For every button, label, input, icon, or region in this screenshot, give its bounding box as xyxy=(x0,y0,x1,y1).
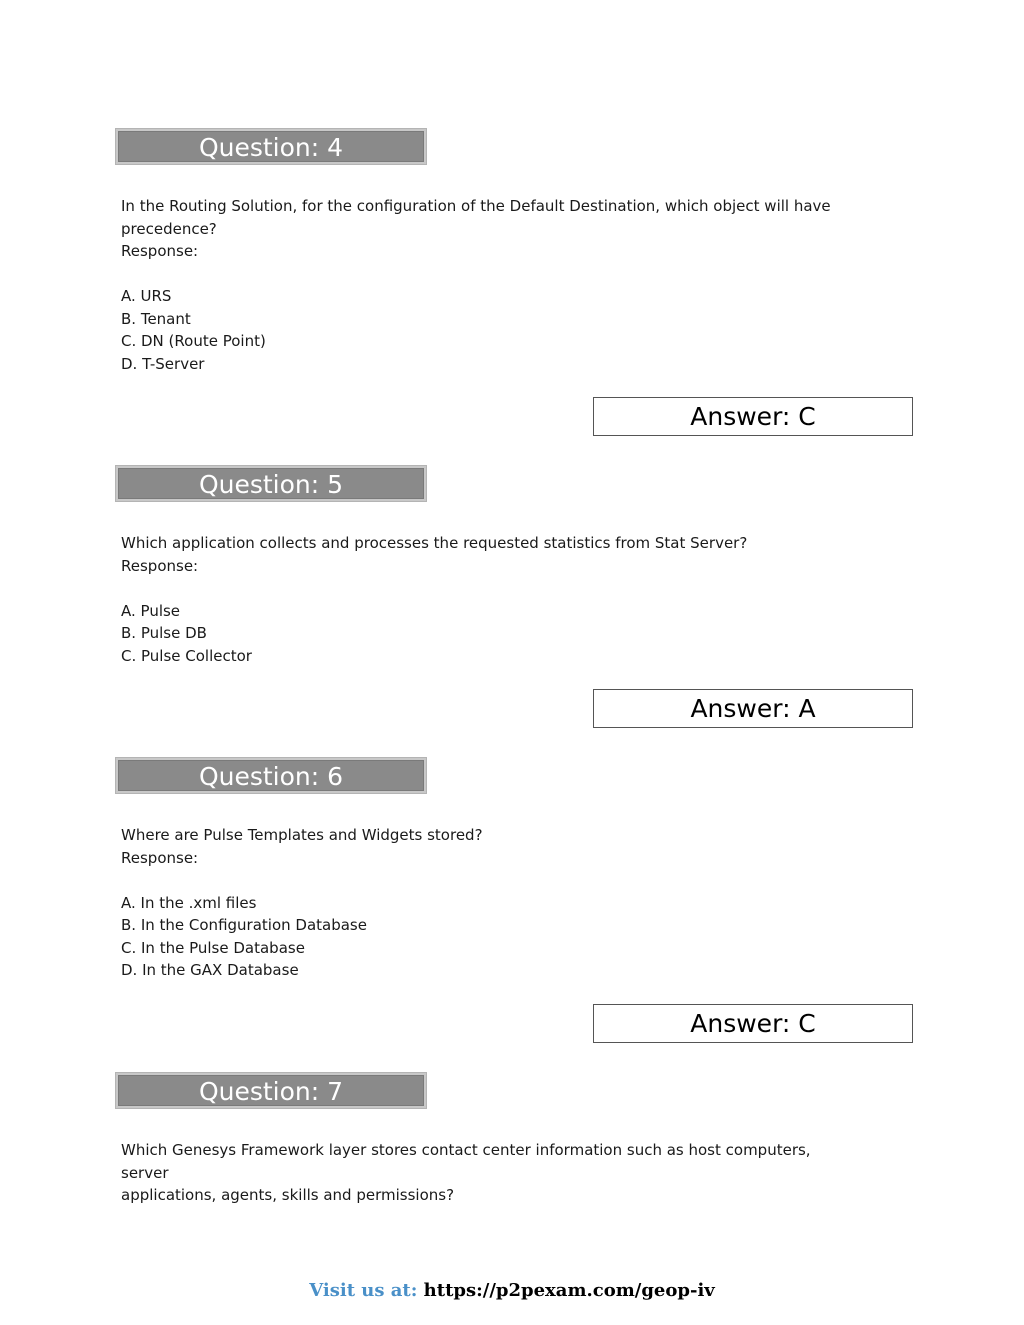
option-a: A. In the .xml files xyxy=(121,893,257,912)
question-title: Question: 4 xyxy=(198,133,344,162)
question-body-7 xyxy=(121,1139,861,1207)
question-text-line: Which application collects and processes the requested statistics from Stat Server? xyxy=(121,534,748,552)
option-c: C. Pulse Collector xyxy=(121,646,252,665)
option-b: B. Pulse DB xyxy=(121,624,207,642)
option-b: B. Tenant xyxy=(121,309,191,328)
question-title: Question: 5 xyxy=(198,470,344,499)
response-label: Response: xyxy=(121,242,199,260)
footer-visit-label: Visit us at: xyxy=(309,1280,418,1301)
question-header-6 xyxy=(115,757,427,794)
question-header-5 xyxy=(115,465,427,502)
question-body-5 xyxy=(121,532,861,667)
option-d: D. In the GAX Database xyxy=(121,961,299,979)
question-header-4 xyxy=(115,128,427,165)
option-b: B. In the Configuration Database xyxy=(121,916,367,934)
response-label: Response: xyxy=(121,556,199,575)
footer xyxy=(0,1280,1024,1301)
footer-url-link[interactable]: https://p2pexam.com/geop-iv xyxy=(423,1280,715,1301)
option-c: C. In the Pulse Database xyxy=(121,938,305,957)
question-text-line: Which Genesys Framework layer stores contact center information such as host computers, server xyxy=(121,1141,811,1182)
question-body-4 xyxy=(121,195,861,375)
question-header-7 xyxy=(115,1072,427,1109)
question-body-6 xyxy=(121,824,861,982)
question-text-line: applications, agents, skills and permissions? xyxy=(121,1186,455,1204)
question-text-line: precedence? xyxy=(121,219,217,238)
question-text-line: Where are Pulse Templates and Widgets stored? xyxy=(121,826,483,844)
option-c: C. DN (Route Point) xyxy=(121,332,266,350)
answer-box-6: Answer: C xyxy=(593,1004,913,1043)
answer-box-4: Answer: C xyxy=(593,397,913,436)
response-label: Response: xyxy=(121,848,199,867)
option-d: D. T-Server xyxy=(121,354,205,373)
answer-box-5: Answer: A xyxy=(593,689,913,728)
question-title: Question: 7 xyxy=(198,1077,344,1106)
question-title: Question: 6 xyxy=(198,762,344,791)
option-a: A. URS xyxy=(121,287,172,305)
question-text-line: In the Routing Solution, for the configuration of the Default Destination, which object will have xyxy=(121,197,831,215)
option-a: A. Pulse xyxy=(121,601,181,620)
